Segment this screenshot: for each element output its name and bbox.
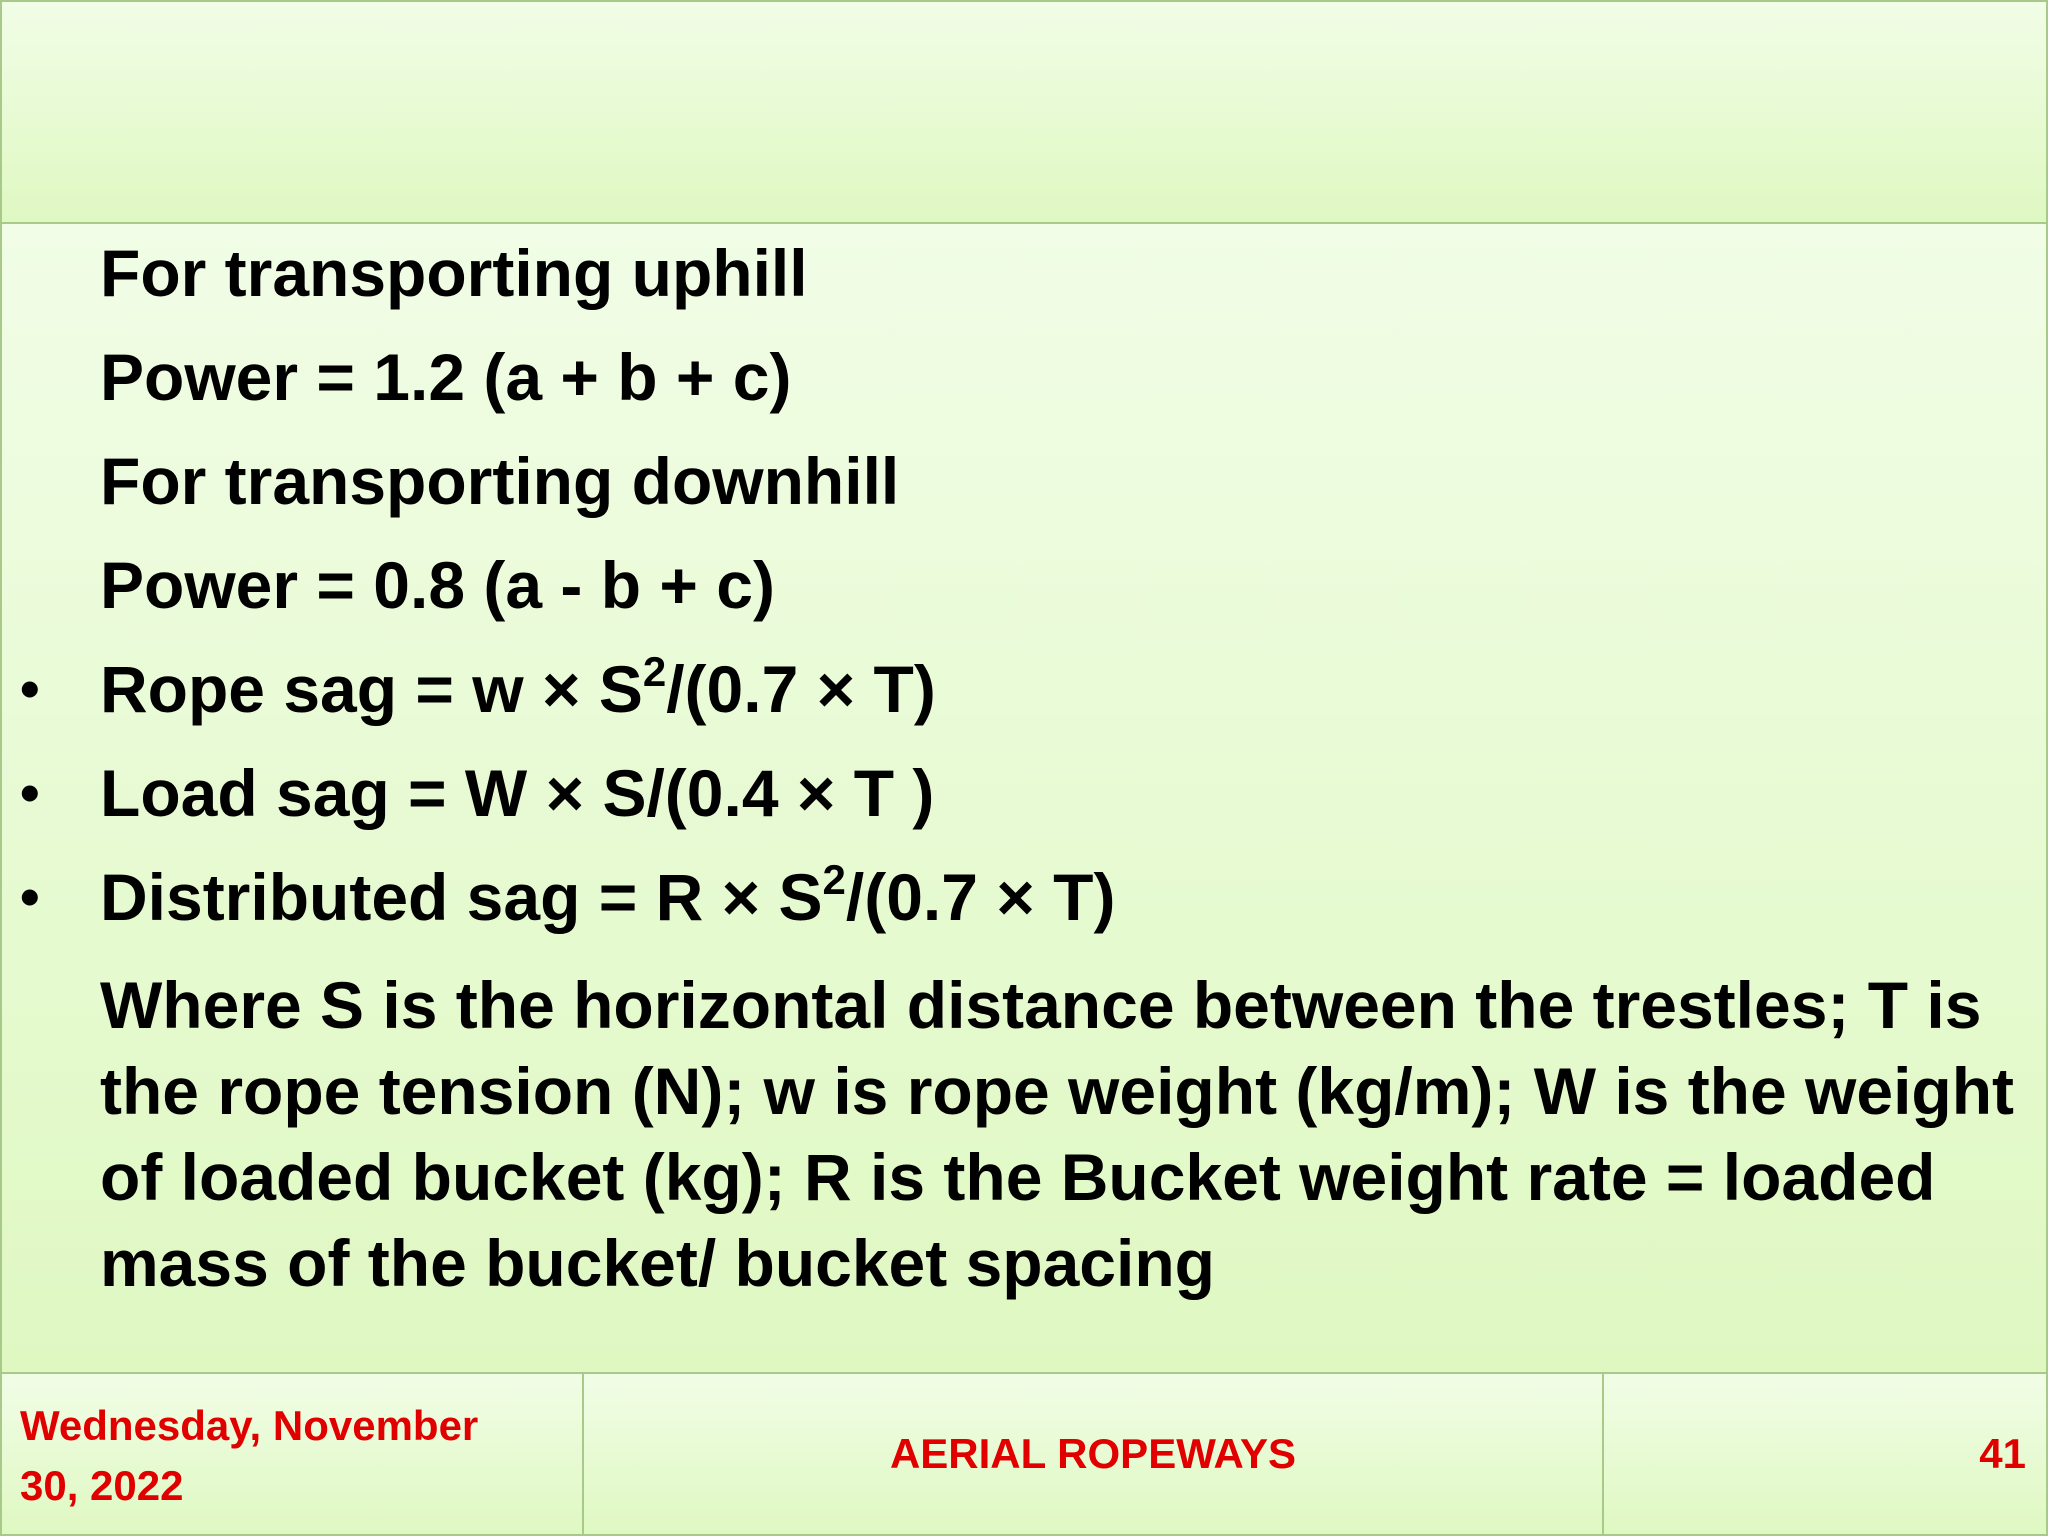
- bullet-icon: •: [20, 761, 40, 824]
- header-panel: [0, 0, 2048, 224]
- slide-content: [0, 222, 2048, 1332]
- rope-sag-text-end: /(0.7 × T): [666, 652, 936, 726]
- bullet-distributed-sag: [20, 856, 2018, 936]
- bullet-rope-sag: [20, 648, 2018, 728]
- text-line-uphill-heading: For transporting uphill: [100, 236, 808, 310]
- text-line-downhill-formula: Power = 0.8 (a - b + c): [100, 548, 775, 622]
- rope-sag-text: Rope sag = w × S: [100, 652, 643, 726]
- text-line-downhill-heading: For transporting downhill: [100, 444, 900, 518]
- footer-date: [20, 1396, 560, 1516]
- rope-sag-exponent: 2: [642, 648, 667, 695]
- slide-number: 41: [1979, 1430, 2026, 1477]
- load-sag-text: Load sag = W × S/(0.4 × T ): [100, 756, 935, 830]
- bullet-icon: •: [20, 657, 40, 720]
- bullet-icon: •: [20, 865, 40, 928]
- variable-definitions-paragraph: Where S is the horizontal distance between the trestles; T is the rope tension (N); w is rope weight (kg/m); W is the weight of loaded bucket (kg); R is the Bucket weight rate = loaded mass of the bucket/ bucket spacing: [100, 968, 2015, 1300]
- footer-date-line2: 30, 2022: [20, 1462, 184, 1509]
- text-line-uphill-formula: Power = 1.2 (a + b + c): [100, 340, 792, 414]
- distributed-sag-text: Distributed sag = R × S: [100, 860, 823, 934]
- footer-date-line1: Wednesday, November: [20, 1402, 479, 1449]
- footer-title: AERIAL ROPEWAYS: [889, 1430, 1297, 1477]
- distributed-sag-exponent: 2: [822, 856, 846, 903]
- bullet-load-sag: [20, 754, 2018, 832]
- distributed-sag-text-end: /(0.7 × T): [845, 860, 1116, 934]
